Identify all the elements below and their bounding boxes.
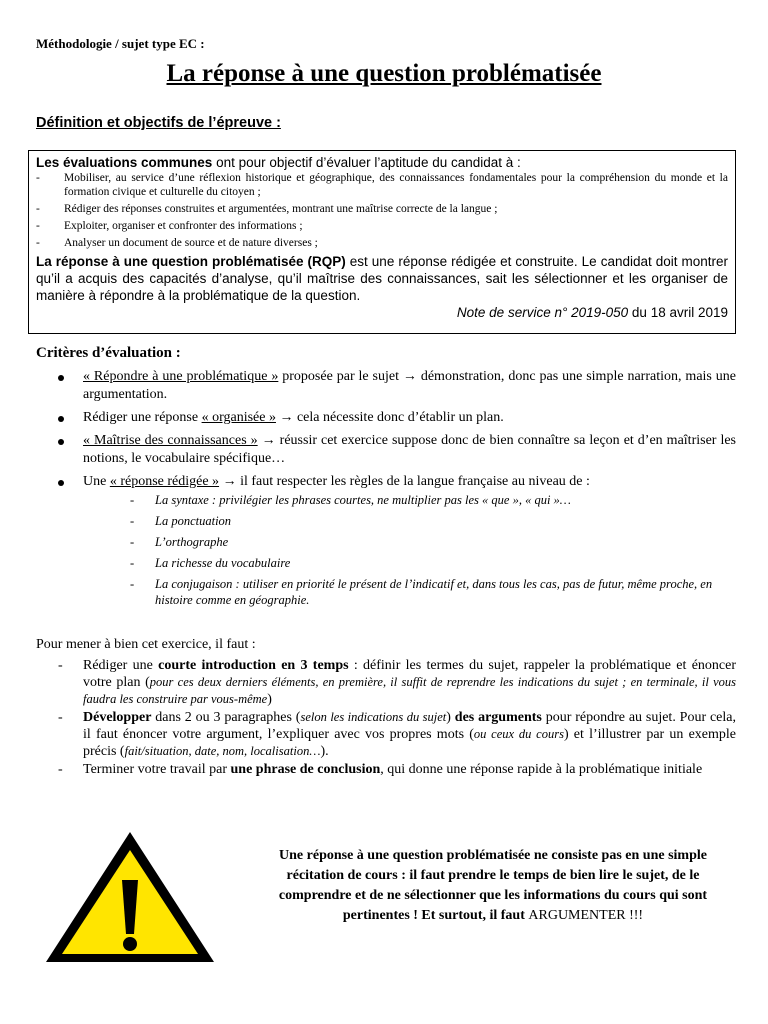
method-intro: Pour mener à bien cet exercice, il faut :: [36, 637, 256, 652]
criteria-text: → cela nécessite donc d’établir un plan.: [275, 410, 504, 425]
rqp-rest: est une réponse rédigée et construite. Le candidat doit montrer qu’il a acquis des capacités d’analyse, qu’il maîtrise des connaissances, sait les sélectionner et les organiser de manière à répondre à la problématique de la question.: [36, 254, 729, 303]
step-bold: Développer: [83, 710, 152, 725]
language-rule: - La syntaxe : privilégier les phrases courtes, ne multiplier pas les « que », « qui »…: [130, 493, 571, 507]
objective-item: - Analyser un document de source et de nature diverses ;: [36, 236, 728, 250]
step-bold: courte introduction en 3 temps: [158, 658, 349, 673]
step-italic: pour ces deux derniers éléments, en première, il suffit de reprendre les indications du sujet ; en terminale, il vous faudra les construire par vous-même: [83, 675, 737, 706]
box-intro: [36, 154, 728, 171]
objective-list: [36, 171, 728, 250]
step-text: dans 2 ou 3 paragraphes (: [151, 710, 301, 725]
warning-text-main: Une réponse à une question problématisée ne consiste pas en une simple récitation de cours : il faut prendre le temps de bien lire le sujet, de le comprendre et de ne sélectionner que les informations du cours qui sont pertinentes ! Et surtout, il faut: [278, 848, 708, 923]
language-rule-text: La ponctuation: [155, 514, 232, 528]
service-note-date: du 18 avril 2019: [628, 305, 728, 320]
step-text: ): [267, 692, 272, 707]
step-text: ): [446, 710, 455, 725]
criteria-key: « organisée »: [201, 410, 276, 425]
language-rule: - La ponctuation: [130, 514, 232, 528]
step-text: , qui donne une réponse rapide à la problématique initiale: [380, 762, 703, 777]
objective-item: - Exploiter, organiser et confronter des informations ;: [36, 219, 728, 233]
step-text: : définir les termes du sujet, rappeler la problématique et énoncer votre plan (: [83, 658, 737, 690]
objective-item: - Rédiger des réponses construites et argumentées, montrant une maîtrise correcte de la langue ;: [36, 202, 728, 216]
bullet-icon: [58, 416, 64, 422]
warning-icon: [42, 828, 218, 971]
method-steps: [58, 657, 736, 779]
criteria-item: [58, 473, 736, 491]
step-text: pour répondre au sujet. Pour cela, il faut énoncer votre argument, l’expliquer avec vos propres mots (: [83, 710, 736, 742]
section-heading: Définition et objectifs de l’épreuve :: [36, 115, 281, 131]
language-rule-text: La syntaxe : privilégier les phrases courtes, ne multiplier pas les « que », « qui »…: [155, 493, 571, 507]
criteria-list: [58, 368, 736, 496]
criteria-pre: Une: [83, 474, 110, 489]
bullet-icon: [58, 375, 64, 381]
warning-text: [266, 846, 720, 926]
box-intro-rest: ont pour objectif d’évaluer l’aptitude du candidat à :: [212, 155, 521, 170]
document-subtitle: Méthodologie / sujet type EC :: [36, 36, 205, 51]
step-italic: fait/situation, date, nom, localisation…: [124, 744, 321, 758]
service-note: [36, 304, 728, 321]
criteria-key: « réponse rédigée »: [109, 474, 220, 489]
criteria-text: proposée par le sujet → démonstration, donc pas une simple narration, mais une argumentation.: [83, 369, 737, 402]
bullet-icon: [58, 439, 64, 445]
method-step-conclusion: - Terminer votre travail par une phrase de conclusion, qui donne une réponse rapide à la problématique initiale: [58, 762, 703, 777]
objective-item: - Mobiliser, au service d’une réflexion historique et géographique, des connaissances fondamentales pour la compréhension du monde et la formation civique et culturelle du citoyen ;: [36, 171, 728, 199]
step-bold: une phrase de conclusion: [230, 762, 381, 777]
language-rule-text: L’orthographe: [155, 535, 229, 549]
step-italic: ou ceux du cours: [473, 727, 564, 741]
page-title: La réponse à une question problématisée: [166, 60, 602, 87]
criteria-key: « Répondre à une problématique »: [83, 369, 279, 384]
language-rule: - La richesse du vocabulaire: [130, 556, 291, 570]
criteria-text: → il faut respecter les règles de la langue française au niveau de :: [219, 474, 590, 489]
step-text: ).: [320, 744, 329, 759]
criteria-item: [58, 432, 736, 468]
criteria-key: « Maîtrise des connaissances »: [83, 433, 258, 448]
method-step-develop: - Développer dans 2 ou 3 paragraphes (selon les indications du sujet) des arguments pour répondre au sujet. Pour cela, il faut énoncer votre argument, l’expliquer avec vos propres mots (ou ceux du cours) et l’illustrer par un exemple précis (fait/situation, date, nom, localisation…).: [58, 710, 736, 759]
language-rule-text: La conjugaison : utiliser en priorité le présent de l’indicatif et, dans tous les cas, pas de futur, même proche, en histoire comme en géographie.: [155, 577, 713, 607]
step-bold: des arguments: [454, 710, 542, 725]
language-rules-list: [130, 492, 736, 613]
method-step-intro: - Rédiger une courte introduction en 3 temps : définir les termes du sujet, rappeler la problématique et énoncer votre plan (pour ces deux derniers éléments, en première, il suffit de reprendre les indications du sujet ; en terminale, il vous faudra les construire par vous-même): [58, 658, 737, 707]
definition-box: [28, 150, 736, 334]
language-rule-text: La richesse du vocabulaire: [155, 556, 291, 570]
rqp-definition: [36, 253, 728, 304]
language-rule: - La conjugaison : utiliser en priorité le présent de l’indicatif et, dans tous les cas, pas de futur, même proche, en histoire comme en géographie.: [130, 577, 713, 607]
criteria-heading: Critères d’évaluation :: [36, 345, 181, 361]
criteria-text: → réussir cet exercice suppose donc de bien connaître sa leçon et d’en maîtriser les notions, le vocabulaire spécifique…: [83, 433, 736, 466]
bullet-icon: [58, 480, 64, 486]
criteria-item: [58, 409, 736, 427]
criteria-pre: Rédiger une réponse: [83, 410, 202, 425]
rqp-bold: La réponse à une question problématisée (RQP): [36, 254, 346, 269]
box-intro-bold: Les évaluations communes: [36, 155, 213, 170]
warning-text-end: ARGUMENTER !!!: [528, 908, 644, 923]
language-rule: - L’orthographe: [130, 535, 229, 549]
step-text: Rédiger une: [83, 658, 159, 673]
step-text: ) et l’illustrer par un exemple précis (: [83, 727, 736, 759]
step-italic: selon les indications du sujet: [300, 710, 447, 724]
service-note-italic: Note de service n° 2019-050: [456, 305, 629, 320]
criteria-item: [58, 368, 736, 404]
step-text: Terminer votre travail par: [83, 762, 231, 777]
